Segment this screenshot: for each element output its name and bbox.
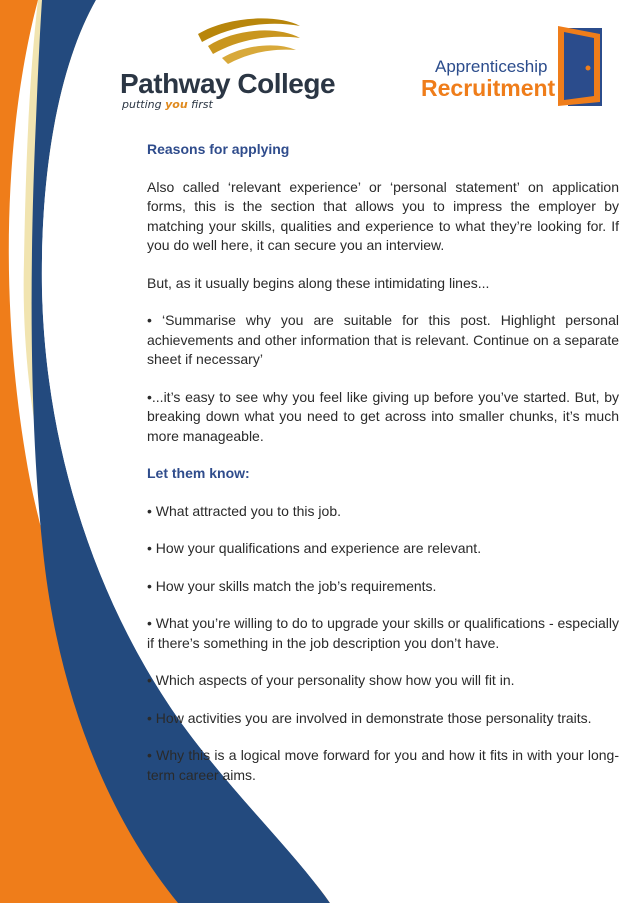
apprenticeship-label: Apprenticeship bbox=[435, 57, 548, 76]
bullet-item: • What attracted you to this job. bbox=[147, 502, 341, 519]
recruitment-label: Recruitment bbox=[421, 75, 556, 101]
section-heading-let-them-know: Let them know: bbox=[147, 465, 250, 481]
pathway-college-name: Pathway College bbox=[120, 68, 336, 99]
section-heading-reasons: Reasons for applying bbox=[147, 141, 290, 157]
pathway-tagline: putting you first bbox=[122, 98, 213, 111]
bullet-item: • How your qualifications and experience are relevant. bbox=[147, 540, 482, 556]
paragraph-intro: Also called ‘relevant experience’ or ‘personal statement’ on application forms, this is the section that allows you to impress the employer by matching your skills, qualities and experience to what they’re looking for. If you do well here, it can secure you an interview. bbox=[147, 178, 619, 253]
paragraph-manageable: •...it’s easy to see why you feel like giving up before you’ve started. But, by breaking down what you need to get across into smaller chunks, it’s much more manageable. bbox=[147, 388, 619, 444]
bullet-item: • How your skills match the job’s requirements. bbox=[147, 577, 437, 594]
paragraph-intimidating: But, as it usually begins along these intimidating lines... bbox=[147, 274, 490, 291]
paragraph-quote: • ‘Summarise why you are suitable for this post. Highlight personal achievements and other information that is relevant. Continue on a separate sheet if necessary’ bbox=[147, 312, 619, 367]
bullet-item: • Why this is a logical move forward for you and how it fits in with your long-term career aims. bbox=[147, 747, 619, 783]
bullet-item: • How activities you are involved in demonstrate those personality traits. bbox=[147, 709, 592, 726]
bullet-item: • Which aspects of your personality show how you will fit in. bbox=[147, 672, 515, 688]
document-body bbox=[147, 140, 619, 803]
bullet-item: • What you’re willing to do to upgrade your skills or qualifications - especially if there’s something in the job description you don’t have. bbox=[147, 615, 619, 651]
